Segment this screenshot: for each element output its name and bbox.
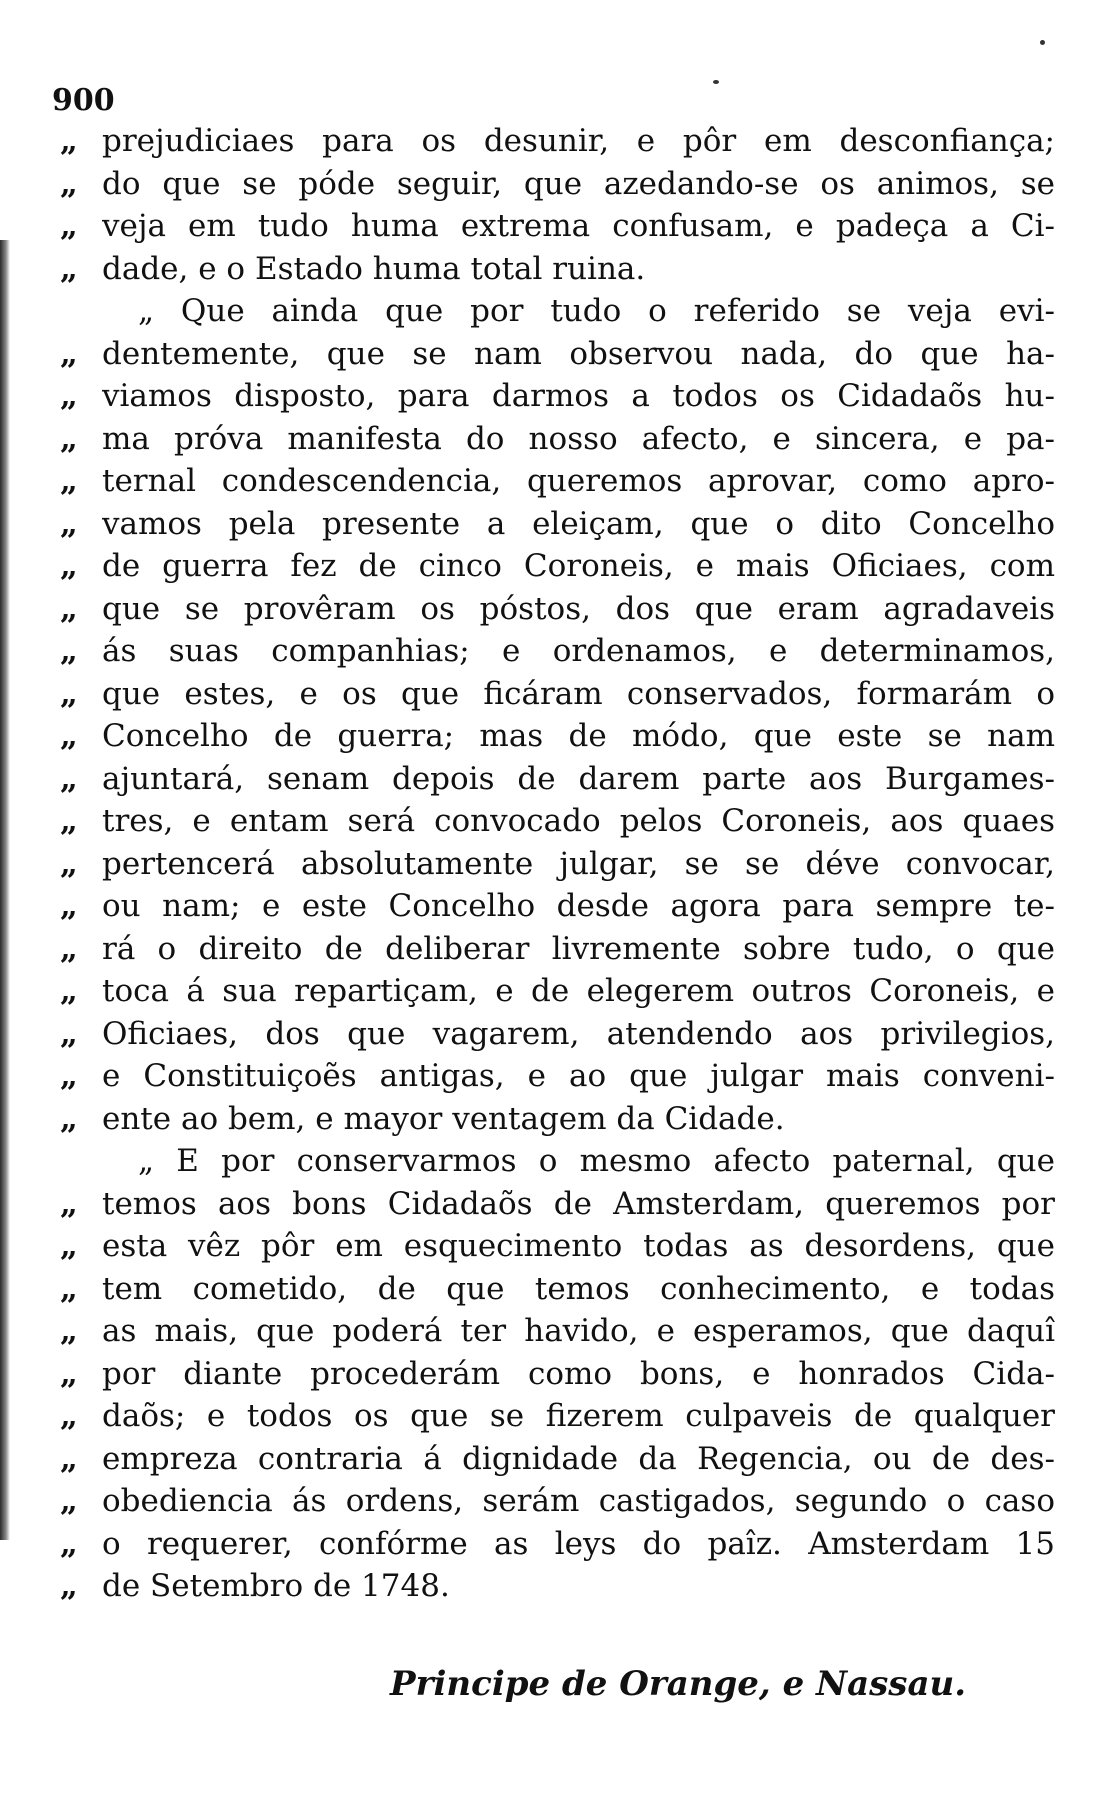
line-text: „ E por conservarmos o mesmo afecto paternal, que	[138, 1143, 1055, 1179]
line-text: ma próva manifesta do nosso afecto, e sincera, e pa-	[102, 420, 1055, 457]
quote-mark: „	[60, 760, 78, 797]
quote-mark: „	[60, 548, 78, 584]
text-line	[60, 1225, 1055, 1268]
line-text: ajuntará, senam depois de darem parte aos Burgames-	[102, 760, 1055, 797]
line-text: dade, e o Estado huma total ruina.	[102, 250, 646, 287]
text-line	[60, 758, 1055, 801]
quote-mark: „	[60, 888, 78, 924]
line-text: o requerer, confórme as leys do paîz. Amsterdam 15	[102, 1525, 1055, 1562]
text-line	[60, 970, 1055, 1013]
line-text: toca á sua repartiçam, e de elegerem outros Coroneis, e	[102, 973, 1055, 1009]
line-text: tres, e entam será convocado pelos Coroneis, aos quaes	[102, 803, 1055, 839]
line-text: rá o direito de deliberar livremente sobre tudo, o que	[102, 930, 1055, 967]
text-line	[60, 800, 1055, 843]
line-text: ternal condescendencia, queremos aprovar, como apro-	[102, 463, 1055, 499]
text-line	[60, 588, 1055, 631]
line-text: pertencerá absolutamente julgar, se se déve convocar,	[102, 845, 1055, 882]
quote-mark: „	[60, 930, 78, 967]
text-line	[60, 1480, 1055, 1523]
line-text: prejudiciaes para os desunir, e pôr em desconfiança;	[102, 123, 1055, 159]
text-line	[60, 205, 1055, 248]
line-text: de guerra fez de cinco Coroneis, e mais Oficiaes, com	[102, 548, 1055, 584]
quote-mark: „	[60, 165, 78, 202]
line-text: tem cometido, de que temos conhecimento, e todas	[102, 1270, 1055, 1307]
line-text: as mais, que poderá ter havido, e esperamos, que daquî	[102, 1313, 1055, 1349]
quote-mark: „	[60, 1440, 78, 1477]
line-text: ente ao bem, e mayor ventagem da Cidade.	[102, 1100, 785, 1137]
text-line	[60, 290, 1055, 333]
quote-mark: „	[60, 378, 78, 414]
text-line	[60, 1395, 1055, 1438]
line-text: vamos pela presente a eleiçam, que o dito Concelho	[102, 505, 1055, 542]
line-text: obediencia ás ordens, serám castigados, segundo o caso	[102, 1483, 1055, 1519]
quote-mark: „	[60, 1228, 78, 1264]
quote-mark: „	[60, 1355, 78, 1392]
quote-mark: „	[60, 845, 78, 882]
text-line	[60, 1183, 1055, 1226]
line-text: daõs; e todos os que se fizerem culpaveis de qualquer	[102, 1398, 1055, 1434]
quote-mark: „	[60, 250, 78, 287]
document-body	[60, 120, 1055, 1608]
text-line	[60, 375, 1055, 418]
quote-mark: „	[60, 590, 78, 627]
text-line	[60, 545, 1055, 588]
text-line	[60, 163, 1055, 206]
signature: Principe de Orange, e Nassau.	[390, 1664, 967, 1704]
quote-mark: „	[60, 208, 78, 244]
line-text: temos aos bons Cidadaõs de Amsterdam, queremos por	[102, 1185, 1055, 1222]
line-text: „ Que ainda que por tudo o referido se veja evi-	[138, 293, 1055, 329]
text-line	[60, 1565, 1055, 1608]
quote-mark: „	[60, 803, 78, 839]
quote-mark: „	[60, 1483, 78, 1519]
text-line	[60, 1140, 1055, 1183]
quote-mark: „	[60, 1058, 78, 1094]
quote-mark: „	[60, 675, 78, 712]
line-text: de Setembro de 1748.	[102, 1568, 450, 1604]
quote-mark: „	[60, 463, 78, 499]
ink-speck	[713, 80, 719, 84]
line-text: empreza contraria á dignidade da Regencia, ou de des-	[102, 1440, 1055, 1477]
line-text: esta vêz pôr em esquecimento todas as desordens, que	[102, 1228, 1055, 1264]
text-line	[60, 460, 1055, 503]
text-line	[60, 503, 1055, 546]
text-line	[60, 673, 1055, 716]
quote-mark: „	[60, 1270, 78, 1307]
line-text: do que se póde seguir, que azedando-se os animos, se	[102, 165, 1055, 202]
line-text: e Constituiçoẽs antigas, e ao que julgar mais conveni-	[102, 1058, 1055, 1094]
text-line	[60, 418, 1055, 461]
text-line	[60, 1013, 1055, 1056]
line-text: por diante procederám como bons, e honrados Cida-	[102, 1355, 1055, 1392]
quote-mark: „	[60, 1015, 78, 1052]
text-line	[60, 630, 1055, 673]
quote-mark: „	[60, 1568, 78, 1604]
text-line	[60, 120, 1055, 163]
line-text: veja em tudo huma extrema confusam, e padeça a Ci-	[102, 208, 1055, 244]
line-text: viamos disposto, para darmos a todos os Cidadaõs hu-	[102, 378, 1055, 414]
line-text: que estes, e os que ficáram conservados, formarám o	[102, 675, 1055, 712]
line-text: ás suas companhias; e ordenamos, e determinamos,	[102, 633, 1055, 669]
text-line	[60, 1310, 1055, 1353]
quote-mark: „	[60, 1100, 78, 1137]
line-text: Oficiaes, dos que vagarem, atendendo aos privilegios,	[102, 1015, 1055, 1052]
text-line	[60, 333, 1055, 376]
text-line	[60, 1098, 1055, 1141]
text-line	[60, 1438, 1055, 1481]
line-text: ou nam; e este Concelho desde agora para sempre te-	[102, 888, 1055, 924]
line-text: Concelho de guerra; mas de módo, que este se nam	[102, 718, 1055, 754]
text-line	[60, 843, 1055, 886]
quote-mark: „	[60, 123, 78, 159]
text-line	[60, 1523, 1055, 1566]
quote-mark: „	[60, 633, 78, 669]
page-number: 900	[52, 83, 115, 118]
quote-mark: „	[60, 420, 78, 457]
quote-mark: „	[60, 1525, 78, 1562]
quote-mark: „	[60, 973, 78, 1009]
scan-page-edge	[0, 240, 10, 1540]
text-line	[60, 1268, 1055, 1311]
line-text: dentemente, que se nam observou nada, do que ha-	[102, 335, 1055, 372]
text-line	[60, 928, 1055, 971]
quote-mark: „	[60, 1185, 78, 1222]
quote-mark: „	[60, 718, 78, 754]
line-text: que se provêram os póstos, dos que eram agradaveis	[102, 590, 1055, 627]
quote-mark: „	[60, 505, 78, 542]
quote-mark: „	[60, 335, 78, 372]
text-line	[60, 1055, 1055, 1098]
text-line	[60, 248, 1055, 291]
text-line	[60, 885, 1055, 928]
quote-mark: „	[60, 1398, 78, 1434]
quote-mark: „	[60, 1313, 78, 1349]
text-line	[60, 1353, 1055, 1396]
text-line	[60, 715, 1055, 758]
ink-speck	[1040, 40, 1045, 45]
